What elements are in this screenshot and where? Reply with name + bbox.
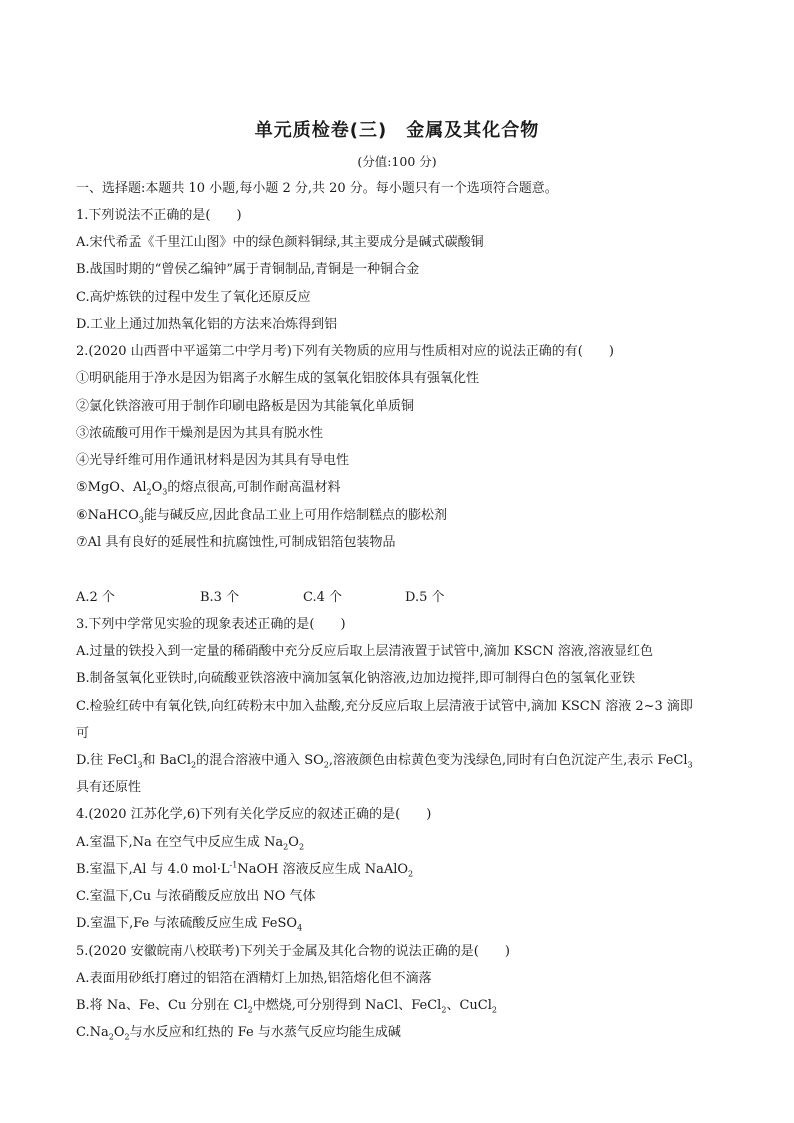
q3-option-b: B.制备氢氧化亚铁时,向硫酸亚铁溶液中滴加氢氧化钠溶液,边加边搅拌,即可制得白色的氢氧化亚铁 bbox=[76, 671, 636, 686]
q4-option-c: C.室温下,Cu 与浓硝酸反应放出 NO 气体 bbox=[76, 889, 316, 904]
q1-option-a: A.宋代希孟《千里江山图》中的绿色颜料铜绿,其主要成分是碱式碳酸铜 bbox=[76, 235, 484, 250]
q3-option-c-continued: 可 bbox=[76, 726, 90, 741]
q1-option-d: D.工业上通过加热氧化铝的方法来冶炼得到铝 bbox=[76, 317, 338, 332]
q3-option-a: A.过量的铁投入到一定量的稀硝酸中充分反应后取上层清液置于试管中,滴加 KSCN 溶液,溶液显红色 bbox=[76, 644, 653, 659]
q1-stem: 1.下列说法不正确的是( ) bbox=[76, 208, 242, 223]
q4-option-a: A.室温下,Na 在空气中反应生成 $Na_2O_2$ bbox=[76, 835, 305, 852]
q5-stem: 5.(2020 安徽皖南八校联考)下列关于金属及其化合物的说法正确的是( ) bbox=[76, 944, 510, 959]
q2-statement-7: ⑦Al 具有良好的延展性和抗腐蚀性,可制成铝箔包装物品 bbox=[76, 535, 396, 550]
q4-option-b: B.室温下,Al 与 4.0 $mol\cdot L^{-1}NaOH$ 溶液反应生成 NaAlO$_2$ bbox=[76, 860, 414, 879]
q4-option-d: D.室温下,Fe 与浓硫酸反应生成 FeSO$_4$ bbox=[76, 916, 303, 933]
q1-option-b: B.战国时期的“曾侯乙编钟”属于青铜制品,青铜是一种铜合金 bbox=[76, 262, 420, 277]
q3-option-c: C.检验红砖中有氧化铁,向红砖粉末中加入盐酸,充分反应后取上层清液于试管中,滴加 KSCN 溶液 2~3 滴即 bbox=[76, 699, 693, 714]
q1-option-c: C.高炉炼铁的过程中发生了氧化还原反应 bbox=[76, 290, 311, 305]
q3-stem: 3.下列中学常见实验的现象表述正确的是( ) bbox=[76, 617, 346, 632]
q2-statement-1: ①明矾能用于净水是因为铝离子水解生成的氢氧化铝胶体具有强氧化性 bbox=[76, 371, 480, 386]
q2-stem: 2.(2020 山西晋中平遥第二中学月考)下列有关物质的应用与性质相对应的说法正确的有( ) bbox=[76, 344, 614, 359]
q2-statement-4: ④光导纤维可用作通讯材料是因为其具有导电性 bbox=[76, 453, 350, 468]
q2-statement-3: ③浓硫酸可用作干燥剂是因为其具有脱水性 bbox=[76, 426, 324, 441]
q3-option-d-continued: 具有还原性 bbox=[76, 780, 142, 795]
q2-option-d: D.5 个 bbox=[405, 590, 445, 605]
q5-option-a: A.表面用砂纸打磨过的铝箔在酒精灯上加热,铝箔熔化但不滴落 bbox=[76, 971, 432, 986]
section-heading: 一、选择题:本题共 10 小题,每小题 2 分,共 20 分。每小题只有一个选项符合题意。 bbox=[76, 181, 558, 196]
q2-statement-6: ⑥NaHCO$_3$能与碱反应,因此食品工业上可用作焙制糕点的膨松剂 bbox=[76, 508, 447, 525]
q5-option-b: B.将 Na、Fe、Cu 分别在 $Cl_2$中燃烧,可分别得到 NaCl、FeCl$_2$、CuCl$_2$ bbox=[76, 998, 497, 1015]
page-title: 单元质检卷(三) 金属及其化合物 bbox=[254, 120, 540, 141]
q2-statement-5: ⑤MgO、$Al_2O_3$的熔点很高,可制作耐高温材料 bbox=[76, 480, 341, 497]
q4-stem: 4.(2020 江苏化学,6)下列有关化学反应的叙述正确的是( ) bbox=[76, 807, 432, 822]
q2-option-c: C.4 个 bbox=[303, 590, 343, 605]
q2-option-b: B.3 个 bbox=[200, 590, 240, 605]
q3-option-d: D.往 FeCl$_3$和 BaCl$_2$的混合溶液中通入 $SO_2$,溶液颜色由棕黄色变为浅绿色,同时有白色沉淀产生,表示 FeCl$_3$ bbox=[76, 753, 693, 770]
q2-statement-2: ②氯化铁溶液可用于制作印刷电路板是因为其能氧化单质铜 bbox=[76, 399, 415, 414]
score-note: (分值:100 分) bbox=[357, 154, 437, 169]
q5-option-c: $C.Na_2O_2$与水反应和红热的 Fe 与水蒸气反应均能生成碱 bbox=[76, 1025, 401, 1042]
q2-option-a: A.2 个 bbox=[76, 590, 115, 605]
